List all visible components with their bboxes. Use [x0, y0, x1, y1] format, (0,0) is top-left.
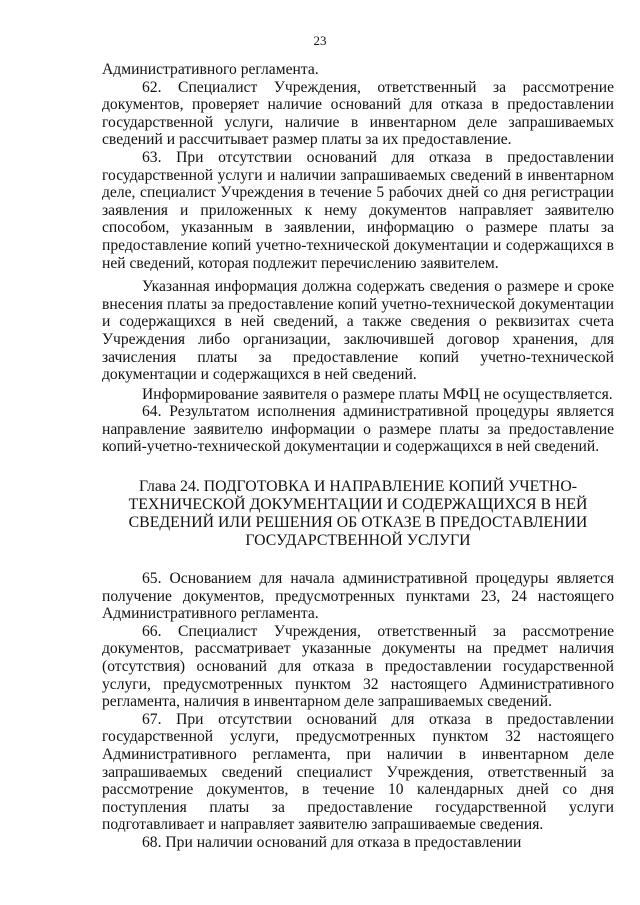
paragraph-67: 67. При отсутствии оснований для отказа в предоставлении государственной услуги, предусмотренных пунктом 32 настоящего Административного регламента, при наличии в инвентарном деле запрашиваемых сведений специалист Учреждения, ответственный за рассмотрение документов, в течение 10 календарных дней со дня поступления платы за предоставление государственной услуги подготавливает и направляет заявителю запрашиваемые сведения. — [102, 710, 614, 834]
chapter-heading-line: Глава 24. ПОДГОТОВКА И НАПРАВЛЕНИЕ КОПИЙ УЧЕТНО- — [139, 478, 577, 496]
paragraph-68: 68. При наличии оснований для отказа в предоставлении — [142, 833, 522, 851]
paragraph-continuation: Административного регламента. — [102, 61, 319, 78]
paragraph-65: 65. Основанием для начала административной процедуры является получение документов, предусмотренных пунктами 23, 24 настоящего Административного регламента. — [102, 570, 614, 623]
document-body — [102, 61, 614, 852]
paragraph-64: 64. Результатом исполнения административной процедуры является направление заявителю информации о размере платы за предоставление копий-учетно-технической документации и содержащихся в ней сведений. — [102, 403, 614, 456]
paragraph-63: 63. При отсутствии оснований для отказа в предоставлении государственной услуги и наличии запрашиваемых сведений в инвентарном деле, специалист Учреждения в течение 5 рабочих дней со дня регистрации заявления и приложенных к нему документов направляет заявителю способом, указанным в заявлении, информацию о размере платы за предоставление копий учетно-технической документации и содержащихся в ней сведений, которая подлежит перечислению заявителем. — [102, 148, 614, 272]
paragraph-63-mfc: Информирование заявителя о размере платы МФЦ не осуществляется. — [142, 385, 613, 403]
chapter-heading — [114, 478, 602, 550]
paragraph-63-info: Указанная информация должна содержать сведения о размере и сроке внесения платы за предоставление копий учетно-технической документации и содержащихся в ней сведений, а также сведения о реквизитах счета Учреждения либо организации, заключившей договор хранения, для зачисления платы за предоставление копий учетно-технической документации и содержащихся в ней сведений. — [102, 278, 614, 384]
page-number: 23 — [313, 33, 327, 48]
chapter-heading-line: ГОСУДАРСТВЕННОЙ УСЛУГИ — [245, 532, 471, 550]
chapter-heading-line: СВЕДЕНИЙ ИЛИ РЕШЕНИЯ ОБ ОТКАЗЕ В ПРЕДОСТАВЛЕНИИ — [128, 514, 588, 532]
paragraph-62: 62. Специалист Учреждения, ответственный за рассмотрение документов, проверяет наличие оснований для отказа в предоставлении государственной услуги, наличие в инвентарном деле запрашиваемых сведений и рассчитывает размер платы за их предоставление. — [102, 78, 614, 149]
paragraph-66: 66. Специалист Учреждения, ответственный за рассмотрение документов, рассматривает указанные документы на предмет наличия (отсутствия) оснований для отказа в предоставлении государственной услуги, предусмотренных пунктом 32 настоящего Административного регламента, наличия в инвентарном деле запрашиваемых сведений. — [102, 622, 614, 711]
chapter-heading-line: ТЕХНИЧЕСКОЙ ДОКУМЕНТАЦИИ И СОДЕРЖАЩИХСЯ В НЕЙ — [128, 496, 588, 514]
